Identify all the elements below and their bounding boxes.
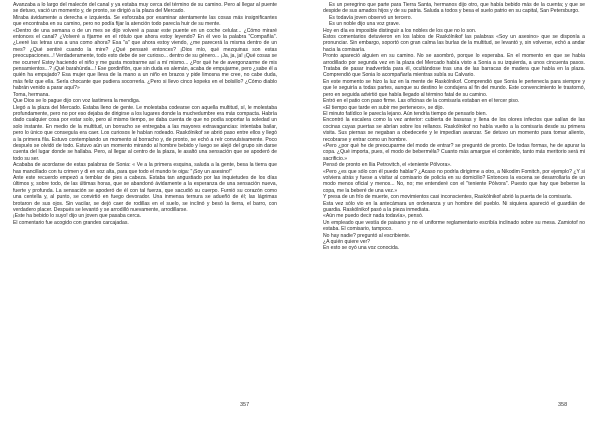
paragraph: Hoy en día es imposible distinguir a los nobles de los que no lo son. [323, 27, 477, 34]
paragraph: Avanzaba a lo largo del malecón del canal y ya estaba muy cerca del término de su camino. Pero al llegar al puente se detuvo, vació un momento y, de pronto, se dirigió a la plaza del Mercado. [13, 2, 277, 15]
paragraph: El comentario fue acogido con grandes carcajadas. [13, 219, 129, 226]
paragraph: ¡Este ha bebido lo suyo! dijo un joven que pasaba cerca. [13, 213, 141, 220]
paragraph: Y presa de un frío de muerte, con movimientos casi inconscientes, Raskólnikof abrió la puerta de la comisaría. [323, 194, 573, 201]
paragraph: No hay nadie? preguntó al escribiente. [323, 232, 411, 239]
paragraph: Es un peregrino que parte para Tierra Santa, hermanos dijo otro, que había bebido más de la cuenta; y que se despide de sus amados hijos y de su patria. Saluda a todos y besa el suelo patrio en su capital, San Petersburgo. [323, 2, 585, 15]
paragraph: Entró en el patio con paso firme. Las oficinas de la comisaría estaban en el tercer piso. [323, 98, 520, 105]
paragraph: Es un noble dijo una voz grave. [329, 21, 401, 28]
paragraph: En este momento se hizo la luz en la mente de Raskólnikof. Comprendió que Sonia le pertenecía para siempre y que le seguiría a todas partes, aunque su destino le condujera al fin del mundo. Este convencimiento le trastornó, pero en seguida advirtió que había llegado al término fatal de su camino. [323, 78, 585, 98]
page-number: 357 [240, 402, 250, 408]
paragraph: Encontró la escalera como la vez anterior: cubierta de basuras y llena de los olores infectos que salían de las cocinas cuyas puertas se abrían sobre los rellanos. Raskólnikof no había vuelto a la comisaría desde su primera visita. Sus piernas se negaban a obedecerle y le impedían avanzar. Se detuvo un momento para tomar aliento, recobrarse y entrar como un hombre. [323, 117, 585, 143]
paragraph: Pronto apareció alguien en su camino. No se asombró, porque lo esperaba. En el momento en que se había arrodillado por segunda vez en la plaza del Mercado había visto a Sonia a su izquierda, a unos cincuenta pasos. Trataba de pasar inadvertida para él, ocultándose tras una de las barracas de madera que había en la plaza. Comprendió que Sonia lo acompañaría mientras subía su Calvario. [323, 53, 585, 79]
paragraph: «Aún me puedo decir nada todavía», pensó. [323, 213, 424, 220]
page-number: 358 [558, 402, 568, 408]
paragraph: «El tiempo que tarde en subir me pertenece», se dijo. [323, 104, 444, 111]
paragraph: El minuto fatídico le parecía lejano. Aún tendría tiempo de pensarlo bien. [323, 110, 487, 117]
paragraph: Esta vez sólo vio en la antecámara un ordenanza y un hombre del pueblo. Ni siquiera apareció el guardián de guardia. Raskólnikof pasó a la pieza inmediata. [323, 200, 585, 213]
left-page-text [13, 2, 277, 226]
paragraph: Es todavía joven observó un tercero. [329, 14, 412, 21]
paragraph: Miraba ávidamente a derecha e izquierda. Se esforzaba por examinar atentamente las cosas más insignificantes que encontraba en su camino, pero no podía fijar la atención todo parecía huir de su mente. [13, 14, 277, 28]
paragraph: Pensó de pronto en Ilia Petrovitch, el «teniente Pólvora». [323, 162, 452, 169]
paragraph: En esto se oyó una voz conocida. [323, 245, 400, 252]
paragraph: «Pero ¿por qué he de preocuparme del modo de entrar? se preguntó de pronto. De todas formas, he de apurar la copa. ¿Qué importa, pues, el modo de beberméla? Cuanto más amargue el contenido, tanto más meritorio será mi sacrificio.» [323, 142, 585, 162]
paragraph: Toma, hermana. [13, 91, 50, 98]
right-page [300, 0, 600, 424]
paragraph: ¿A quién quiere ver? [323, 239, 371, 246]
paragraph: «Dentro de una semana o de un mes se dijo volveré a pasar este puente en un coche celular... ¿Cómo miraré entonces el canal? ¿Volveré a fijarme en el rótulo que ahora estoy leyendo? En él veo la palabra "Compañía". ¿Leeré las letras una a una como ahora? Esa "a" que ahora estoy viendo, ¿me parecerá la misma dentro de un mes? ¿Qué sentiré cuando la mire? ¿Qué pensaré entonces? ¡Dios mío, qué mezquinas son estas preocupaciones...! Verdaderamente, todo esto debe de ser curioso... dentro de su género... ¡Ja, ja, ja! ¡Qué cosas se me ocurren! Estoy haciendo el niño y me gusta mostrarme así a mí mismo... ¿Por qué he de avergonzarme de mis pensamientos...? ¡Qué barahúnda...! Ese gordinflón, que sin duda es alemán, acaba de empujarme, pero ¿sabe él a quién ha empujado? Esa mujer que lleva de la mano a un niño en brazos y pide limosna me cree, no cabe duda, más feliz que ella. Sería chocante que pudiera socorrerla. ¿Pero si llevo cinco kopeks en el bolsillo? ¿Cómo diablo habrán venido a parar aquí?» [13, 27, 277, 92]
right-page-text [323, 2, 585, 252]
paragraph: «Pero ¿es que sólo con él puedo hablar? ¿Acaso no podría dirigirme a otro, a Nikodim Fomitch, por ejemplo? ¿Y si volviera atrás y fuese a visitar al comisario de policía en su domicilio? Entonces la escena se desarrollaría de un modo menos oficial y menos... No, no; me entenderé con el "teniente Pólvora". Puesto que hay que beberse la copa, me la beberé de una vez.» [323, 168, 585, 194]
paragraph: Un empleado que vestía de paisano y no el uniforme reglamentario escribía inclinado sobre su mesa. Zamiotof no estaba. El comisario, tampoco. [323, 219, 585, 233]
paragraph: Ante este recuerdo empezó a temblar de pies a cabeza. Estaba tan angustiado por las inquietudes de los días últimos y, sobre todo, de las últimas horas, que se abandonó ávidamente a la esperanza de una sensación nueva, fuerte y profunda. La sensación se apoderó de él con tal fuerza, que sacudió su cuerpo. Furnió su corazón como una centella y, al punto, se convirtió en fuego devorador. Una inmensa ternura se adueñó de él; las lágrimas brotaron de sus ojos. Sin vacilar, se dejó caer de rodillas en el suelo, se inclinó y besó la tierra, el barro, con verdadero placer. Después se levantó y se arrodilló nuevamente, arrodillarse. [13, 174, 277, 213]
paragraph: Estos comentarios detuvieron en los labios de Raskólnikof las palabras «Soy un asesino» que se disponía a pronunciar. Sin embargo, soportó con gran calma las burlas de la multitud, se levantó y, sin volverse, echó a andar hacia la comisaría. [323, 34, 585, 53]
paragraph: Llegó a la plaza del Mercado. Estaba lleno de gente. Le molestaba codearse con aquella multitud, sí, le molestaba profundamente, pero no por eso dejaba de dirigirse a los lugares donde la muchedumbre era más compacta. Habría dado cualquier cosa por estar solo, pero al mismo tiempo, se daba cuenta de que no podía soportar la soledad un solo instante. En medio de la multitud, un borracho se entregaba a las mayores extravagancias: intentaba bailar, pero lo único que conseguía era caer. Los curiosos le habían rodeado. Raskólnikof se abrió paso entre ellos y llegó a la primera fila. Estuvo contemplando un momento al borracho y, de pronto, se echó a reír convulsivamente. Poco después se olvidó de todo. Estuvo aún un momento mirando al hombre bebido y luego se alejó del grupo sin darse cuenta del lugar donde se hallaba. Pero, al llegar al centro de la plaza, le asaltó una sensación que se apoderó de todo su ser. [13, 104, 277, 162]
paragraph: Acababa de acordarse de estas palabras de Sonia: « Ve a la primera esquina, saluda a la gente, besa la tierra que has mancillado con tu crimen y di en voz alta, para que todo el mundo te oiga: "¡Soy un asesino!" [13, 162, 277, 175]
paragraph: Que Dios se lo pague dijo con voz lastimera la mendiga. [13, 98, 141, 105]
